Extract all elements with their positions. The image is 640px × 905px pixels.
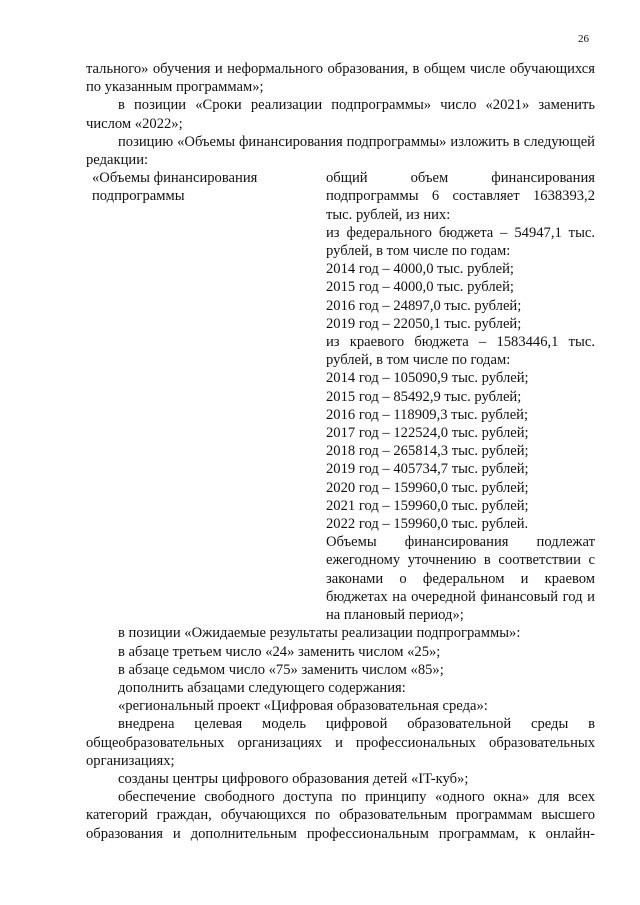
federal-year-line: 2019 год – 22050,1 тыс. рублей; (326, 315, 522, 332)
after-paragraph-1: в позиции «Ожидаемые результаты реализации подпрограммы»: (118, 625, 521, 642)
document-body (86, 60, 595, 843)
after-paragraph-4: дополнить абзацами следующего содержания: (118, 679, 406, 696)
financing-label: «Объемы финансирования подпрограммы (92, 170, 258, 205)
regional-budget-intro: из краевого бюджета – 1583446,1 тыс. рублей, в том числе по годам: (326, 334, 595, 369)
intro-paragraph-3: позицию «Объемы финансирования подпрограммы» изложить в следующей редакции: (86, 133, 595, 169)
regional-year-line: 2019 год – 405734,7 тыс. рублей; (326, 461, 529, 478)
regional-year-line: 2020 год – 159960,0 тыс. рублей; (326, 479, 529, 496)
federal-year-line: 2016 год – 24897,0 тыс. рублей; (326, 297, 522, 314)
federal-year-line: 2015 год – 4000,0 тыс. рублей; (326, 279, 514, 296)
regional-year-line: 2021 год – 159960,0 тыс. рублей; (326, 497, 529, 514)
regional-year-line: 2017 год – 122524,0 тыс. рублей; (326, 425, 529, 442)
federal-budget-intro: из федерального бюджета – 54947,1 тыс. рублей, в том числе по годам: (326, 224, 595, 260)
regional-year-line: 2022 год – 159960,0 тыс. рублей. (326, 516, 529, 533)
intro-paragraph-2: в позиции «Сроки реализации подпрограммы» число «2021» заменить числом «2022»; (86, 97, 595, 132)
after-paragraph-3: в абзаце седьмом число «75» заменить числом «85»; (118, 661, 444, 678)
page-number: 26 (578, 33, 589, 45)
regional-year-line: 2016 год – 118909,3 тыс. рублей; (326, 406, 529, 423)
after-paragraph-8: обеспечение свободного доступа по принципу «одного окна» для всех категорий граждан, обучающихся по образовательным программам высшего образования и дополнительным профессиональным программам, к онлайн- (86, 789, 595, 842)
after-paragraph-2: в абзаце третьем число «24» заменить числом «25»; (118, 643, 441, 660)
after-paragraph-7: созданы центры цифрового образования детей «IT-куб»; (118, 770, 469, 787)
financing-details-cell (326, 169, 595, 624)
financing-label-cell (86, 169, 320, 624)
federal-year-line: 2014 год – 4000,0 тыс. рублей; (326, 261, 514, 278)
after-paragraph-5: «региональный проект «Цифровая образовательная среда»: (118, 698, 488, 715)
regional-year-line: 2014 год – 105090,9 тыс. рублей; (326, 370, 529, 387)
regional-year-line: 2018 год – 265814,3 тыс. рублей; (326, 443, 529, 460)
financing-total: общий объем финансирования подпрограммы 6 составляет 1638393,2 тыс. рублей, из них: (326, 170, 595, 223)
financing-table (86, 169, 595, 624)
financing-note: Объемы финансирования подлежат ежегодному уточнению в соответствии с законами о федеральном и краевом бюджетах на очередной финансовый год и на плановый период»; (326, 534, 595, 624)
regional-year-line: 2015 год – 85492,9 тыс. рублей; (326, 388, 522, 405)
after-paragraph-6: внедрена целевая модель цифровой образовательной среды в общеобразовательных организациях и профессиональных образовательных организациях; (86, 716, 595, 769)
intro-paragraph-1: тального» обучения и неформального образования, в общем числе обучающихся по указанным программам»; (86, 61, 595, 96)
